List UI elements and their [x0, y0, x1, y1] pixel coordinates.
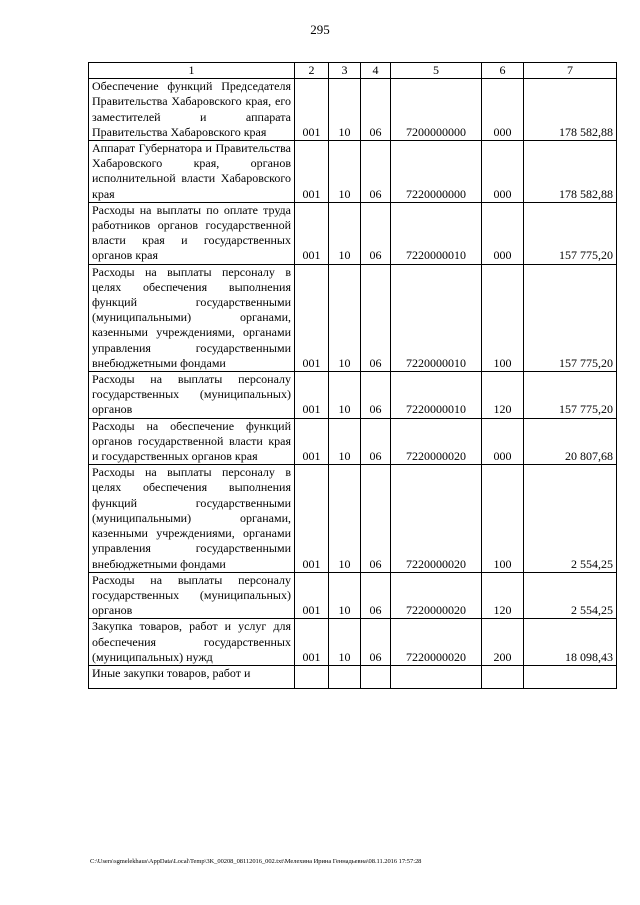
column-header: 4: [361, 63, 391, 79]
table-row: [89, 572, 617, 619]
column-header: 7: [524, 63, 617, 79]
cell-target-code: 7220000020: [391, 418, 482, 465]
table-header-row: [89, 63, 617, 79]
cell-ministry: 001: [295, 202, 329, 264]
cell-section: 10: [329, 202, 361, 264]
row-name: Обеспечение функций Председателя Правительства Хабаровского края, его заместителей и аппарата Правительства Хабаровского края: [89, 79, 295, 141]
cell-section: 10: [329, 79, 361, 141]
cell-target-code: 7220000020: [391, 619, 482, 666]
file-path-footer: C:\Users\sgmelekhaus\AppData\Local\Temp\3K_00208_08112016_002.txt\Мелехина Ирина Геннадьевна\08.11.2016 17:57:28: [90, 858, 422, 865]
cell-subsection: 06: [361, 572, 391, 619]
cell-section: 10: [329, 465, 361, 572]
table-row: [89, 372, 617, 419]
cell-subsection: 06: [361, 264, 391, 371]
cell-ministry: [295, 665, 329, 688]
cell-expense-type: 000: [482, 202, 524, 264]
row-name: Расходы на выплаты по оплате труда работников органов государственной власти края и государственных органов края: [89, 202, 295, 264]
cell-ministry: 001: [295, 141, 329, 203]
cell-expense-type: 100: [482, 264, 524, 371]
cell-expense-type: 200: [482, 619, 524, 666]
cell-amount: 157 775,20: [524, 264, 617, 371]
column-header: 6: [482, 63, 524, 79]
cell-subsection: 06: [361, 141, 391, 203]
cell-amount: [524, 665, 617, 688]
cell-subsection: 06: [361, 79, 391, 141]
table-row: [89, 418, 617, 465]
cell-section: [329, 665, 361, 688]
cell-expense-type: [482, 665, 524, 688]
column-header: 1: [89, 63, 295, 79]
cell-expense-type: 000: [482, 418, 524, 465]
cell-subsection: 06: [361, 619, 391, 666]
row-name: Расходы на выплаты персоналу государственных (муниципальных) органов: [89, 372, 295, 419]
budget-table: [88, 62, 617, 689]
cell-amount: 18 098,43: [524, 619, 617, 666]
cell-expense-type: 120: [482, 572, 524, 619]
column-header: 3: [329, 63, 361, 79]
cell-expense-type: 120: [482, 372, 524, 419]
cell-target-code: 7220000010: [391, 372, 482, 419]
cell-target-code: 7200000000: [391, 79, 482, 141]
row-name: Расходы на выплаты персоналу государственных (муниципальных) органов: [89, 572, 295, 619]
cell-ministry: 001: [295, 418, 329, 465]
cell-amount: 157 775,20: [524, 372, 617, 419]
cell-amount: 178 582,88: [524, 79, 617, 141]
row-name: Расходы на выплаты персоналу в целях обеспечения выполнения функций государственными (муниципальными) органами, казенными учреждениями, органами управления государственными внебюджетными фондами: [89, 264, 295, 371]
cell-section: 10: [329, 619, 361, 666]
cell-target-code: [391, 665, 482, 688]
cell-target-code: 7220000010: [391, 202, 482, 264]
cell-expense-type: 100: [482, 465, 524, 572]
cell-amount: 2 554,25: [524, 465, 617, 572]
cell-ministry: 001: [295, 264, 329, 371]
cell-ministry: 001: [295, 619, 329, 666]
cell-amount: 178 582,88: [524, 141, 617, 203]
cell-expense-type: 000: [482, 141, 524, 203]
table-row: [89, 264, 617, 371]
cell-amount: 20 807,68: [524, 418, 617, 465]
table-row: [89, 665, 617, 688]
table-row: [89, 619, 617, 666]
cell-ministry: 001: [295, 572, 329, 619]
cell-target-code: 7220000020: [391, 572, 482, 619]
cell-subsection: [361, 665, 391, 688]
column-header: 5: [391, 63, 482, 79]
table-row: [89, 465, 617, 572]
table-row: [89, 141, 617, 203]
row-name: Закупка товаров, работ и услуг для обеспечения государственных (муниципальных) нужд: [89, 619, 295, 666]
cell-ministry: 001: [295, 372, 329, 419]
row-name: Аппарат Губернатора и Правительства Хабаровского края, органов исполнительной власти Хабаровского края: [89, 141, 295, 203]
cell-section: 10: [329, 572, 361, 619]
cell-section: 10: [329, 264, 361, 371]
cell-section: 10: [329, 418, 361, 465]
row-name: Иные закупки товаров, работ и: [89, 665, 295, 688]
table-row: [89, 79, 617, 141]
cell-subsection: 06: [361, 202, 391, 264]
cell-ministry: 001: [295, 465, 329, 572]
cell-amount: 2 554,25: [524, 572, 617, 619]
cell-section: 10: [329, 372, 361, 419]
cell-subsection: 06: [361, 418, 391, 465]
cell-subsection: 06: [361, 465, 391, 572]
cell-amount: 157 775,20: [524, 202, 617, 264]
cell-subsection: 06: [361, 372, 391, 419]
cell-expense-type: 000: [482, 79, 524, 141]
row-name: Расходы на обеспечение функций органов государственной власти края и государственных органов края: [89, 418, 295, 465]
cell-section: 10: [329, 141, 361, 203]
cell-target-code: 7220000020: [391, 465, 482, 572]
cell-ministry: 001: [295, 79, 329, 141]
cell-target-code: 7220000000: [391, 141, 482, 203]
row-name: Расходы на выплаты персоналу в целях обеспечения выполнения функций государственными (муниципальными) органами, казенными учреждениями, органами управления государственными внебюджетными фондами: [89, 465, 295, 572]
table-row: [89, 202, 617, 264]
cell-target-code: 7220000010: [391, 264, 482, 371]
page-number: 295: [310, 22, 330, 37]
column-header: 2: [295, 63, 329, 79]
